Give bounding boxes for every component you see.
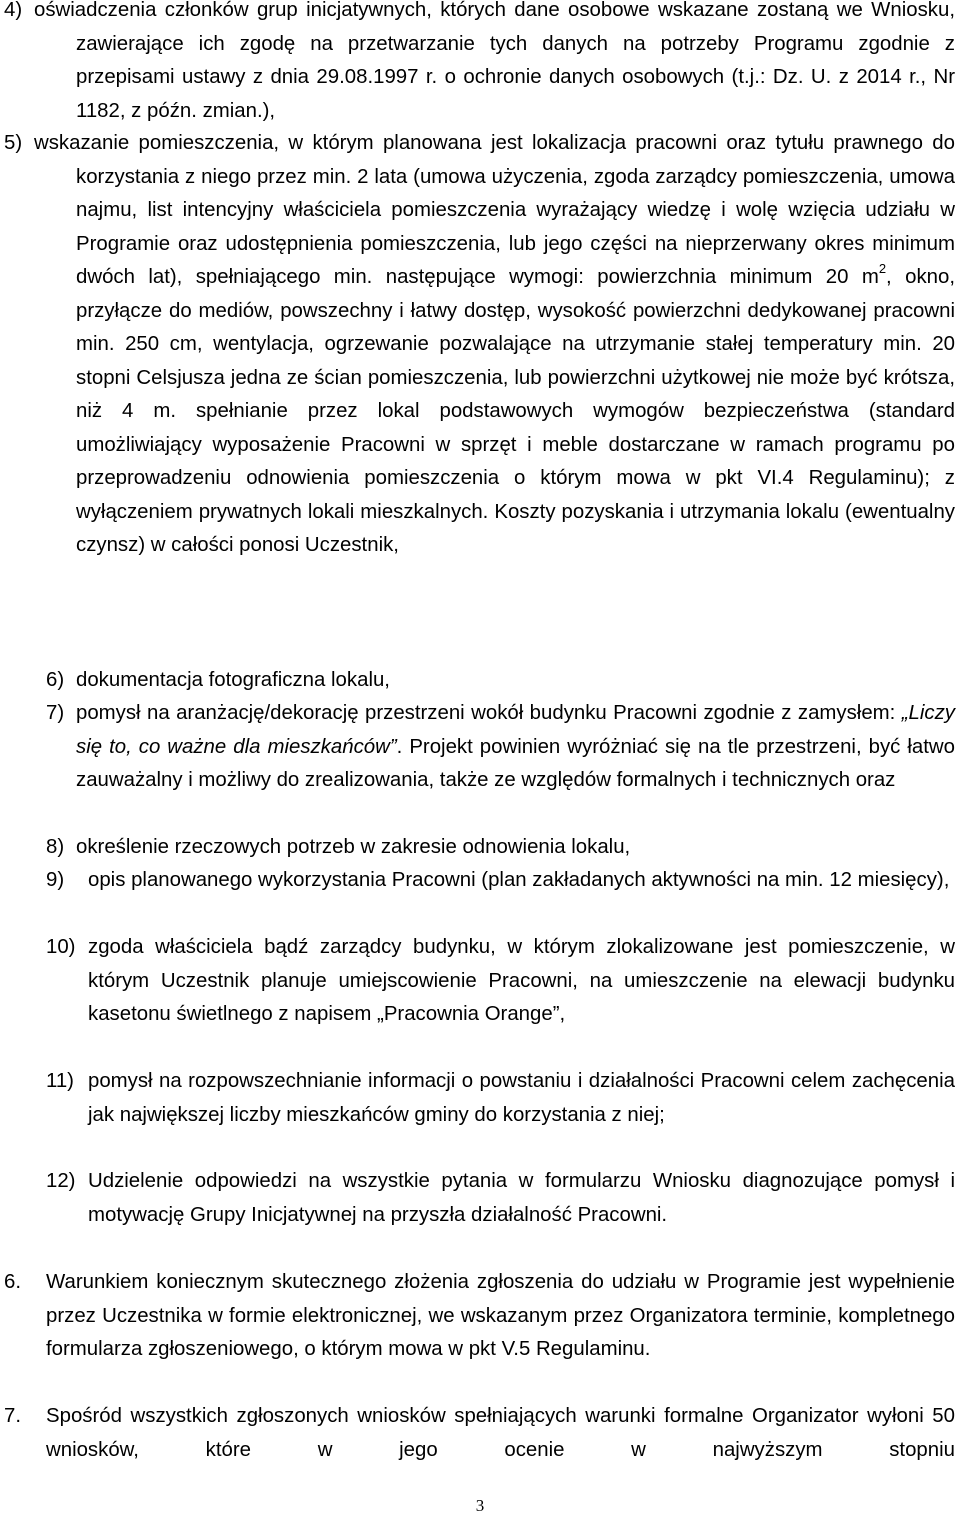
list-item-number: 9) — [46, 869, 65, 891]
superscript: 2 — [878, 261, 887, 277]
list-item-text: opis planowanego wykorzystania Pracowni (plan zakładanych aktywności na min. 12 miesięcy), — [88, 869, 950, 891]
italic-quote: „Liczy się to, co ważne dla mieszkańców” — [76, 702, 955, 758]
list-item-text: oświadczenia członków grup inicjatywnych, których dane osobowe wskazane zostaną we Wniosku, zawierające ich zgodę na przetwarzanie tych danych na potrzeby Programu zgodnie z przepisami ustawy z dnia 29.08.1997 r. o ochronie danych osobowych (t.j.: Dz. U. z 2014 r., Nr 1182, z późn. zmian.), — [34, 0, 955, 122]
list-item-text: Udzielenie odpowiedzi na wszystkie pytania w formularzu Wniosku diagnozujące pomysł i motywację Grupy Inicjatywnej na przyszła działalność Pracowni. — [88, 1170, 955, 1226]
list-item-number: 7) — [46, 702, 65, 724]
list-item-number: 12) — [46, 1170, 76, 1192]
list-item-text: zgoda właściciela bądź zarządcy budynku, w którym zlokalizowane jest pomieszczenie, w którym Uczestnik planuje umiejscowienie Pracowni, na umieszczenie na elewacji budynku kasetonu świetlnego z napisem „Pracownia Orange”, — [88, 936, 955, 1025]
list-item-number: 5) — [4, 132, 23, 154]
list-item-text: pomysł na aranżację/dekorację przestrzeni wokół budynku Pracowni zgodnie z zamysłem: „Liczy się to, co ważne dla mieszkańców”. Projekt powinien wyróżniać się na tle przestrzeni, być łatwo zauważalny i możliwy do zrealizowania, także ze względów formalnych i technicznych oraz — [76, 702, 955, 791]
section-text: Warunkiem koniecznym skutecznego złożenia zgłoszenia do udziału w Programie jest wypełnienie przez Uczestnika w formie elektronicznej, we wskazanym przez Organizatora terminie, kompletnego formularza zgłoszeniowego, o którym mowa w pkt V.5 Regulaminu. — [46, 1271, 955, 1360]
page-number: 3 — [475, 1496, 485, 1515]
list-item-number: 4) — [4, 0, 23, 21]
list-item-text: dokumentacja fotograficzna lokalu, — [76, 669, 390, 691]
list-item-number: 6) — [46, 669, 65, 691]
section-number: 6. — [4, 1271, 22, 1293]
list-item-text: określenie rzeczowych potrzeb w zakresie odnowienia lokalu, — [76, 836, 631, 858]
list-item-text: wskazanie pomieszczenia, w którym planowana jest lokalizacja pracowni oraz tytułu prawnego do korzystania z niego przez min. 2 lata (umowa użyczenia, zgoda zarządcy pomieszczenia, umowa najmu, list intencyjny właściciela pomieszczenia wyrażający wiedzę i wolę wzięcia udziału w Programie oraz udostępnienia pomieszczenia, lub jego części na nieprzerwany okres minimum dwóch lat), spełniającego min. następujące wymogi: powierzchnia minimum 20 $m^2$, okno, przyłącze do mediów, powszechny i łatwy dostęp, wysokość powierzchni dedykowanej pracowni min. 250 cm, wentylacja, ogrzewanie pozwalające na utrzymanie stałej temperatury min. 20 stopni Celsjusza jedna ze ścian pomieszczenia, lub powierzchni użytkowej nie może być krótsza, niż 4 m. spełnianie przez lokal podstawowych wymogów bezpieczeństwa (standard umożliwiający wyposażenie Pracowni w sprzęt i meble dostarczane w ramach programu po przeprowadzeniu odnowienia pomieszczenia o którym mowa w pkt VI.4 Regulaminu); z wyłączeniem prywatnych lokali mieszkalnych. Koszty pozyskania i utrzymania lokalu (ewentualny czynsz) w całości ponosi Uczestnik, — [34, 132, 955, 556]
list-item-number: 11) — [46, 1070, 74, 1092]
section-number: 7. — [4, 1405, 22, 1427]
list-item-number: 8) — [46, 836, 65, 858]
section-text: Spośród wszystkich zgłoszonych wniosków spełniających warunki formalne Organizator wyłoni 50 wniosków, które w jego ocenie w najwyższym stopniu — [46, 1405, 955, 1461]
list-item-text: pomysł na rozpowszechnianie informacji o powstaniu i działalności Pracowni celem zachęcenia jak największej liczby mieszkańców gminy do korzystania z niej; — [88, 1070, 955, 1126]
list-item-number: 10) — [46, 936, 76, 958]
